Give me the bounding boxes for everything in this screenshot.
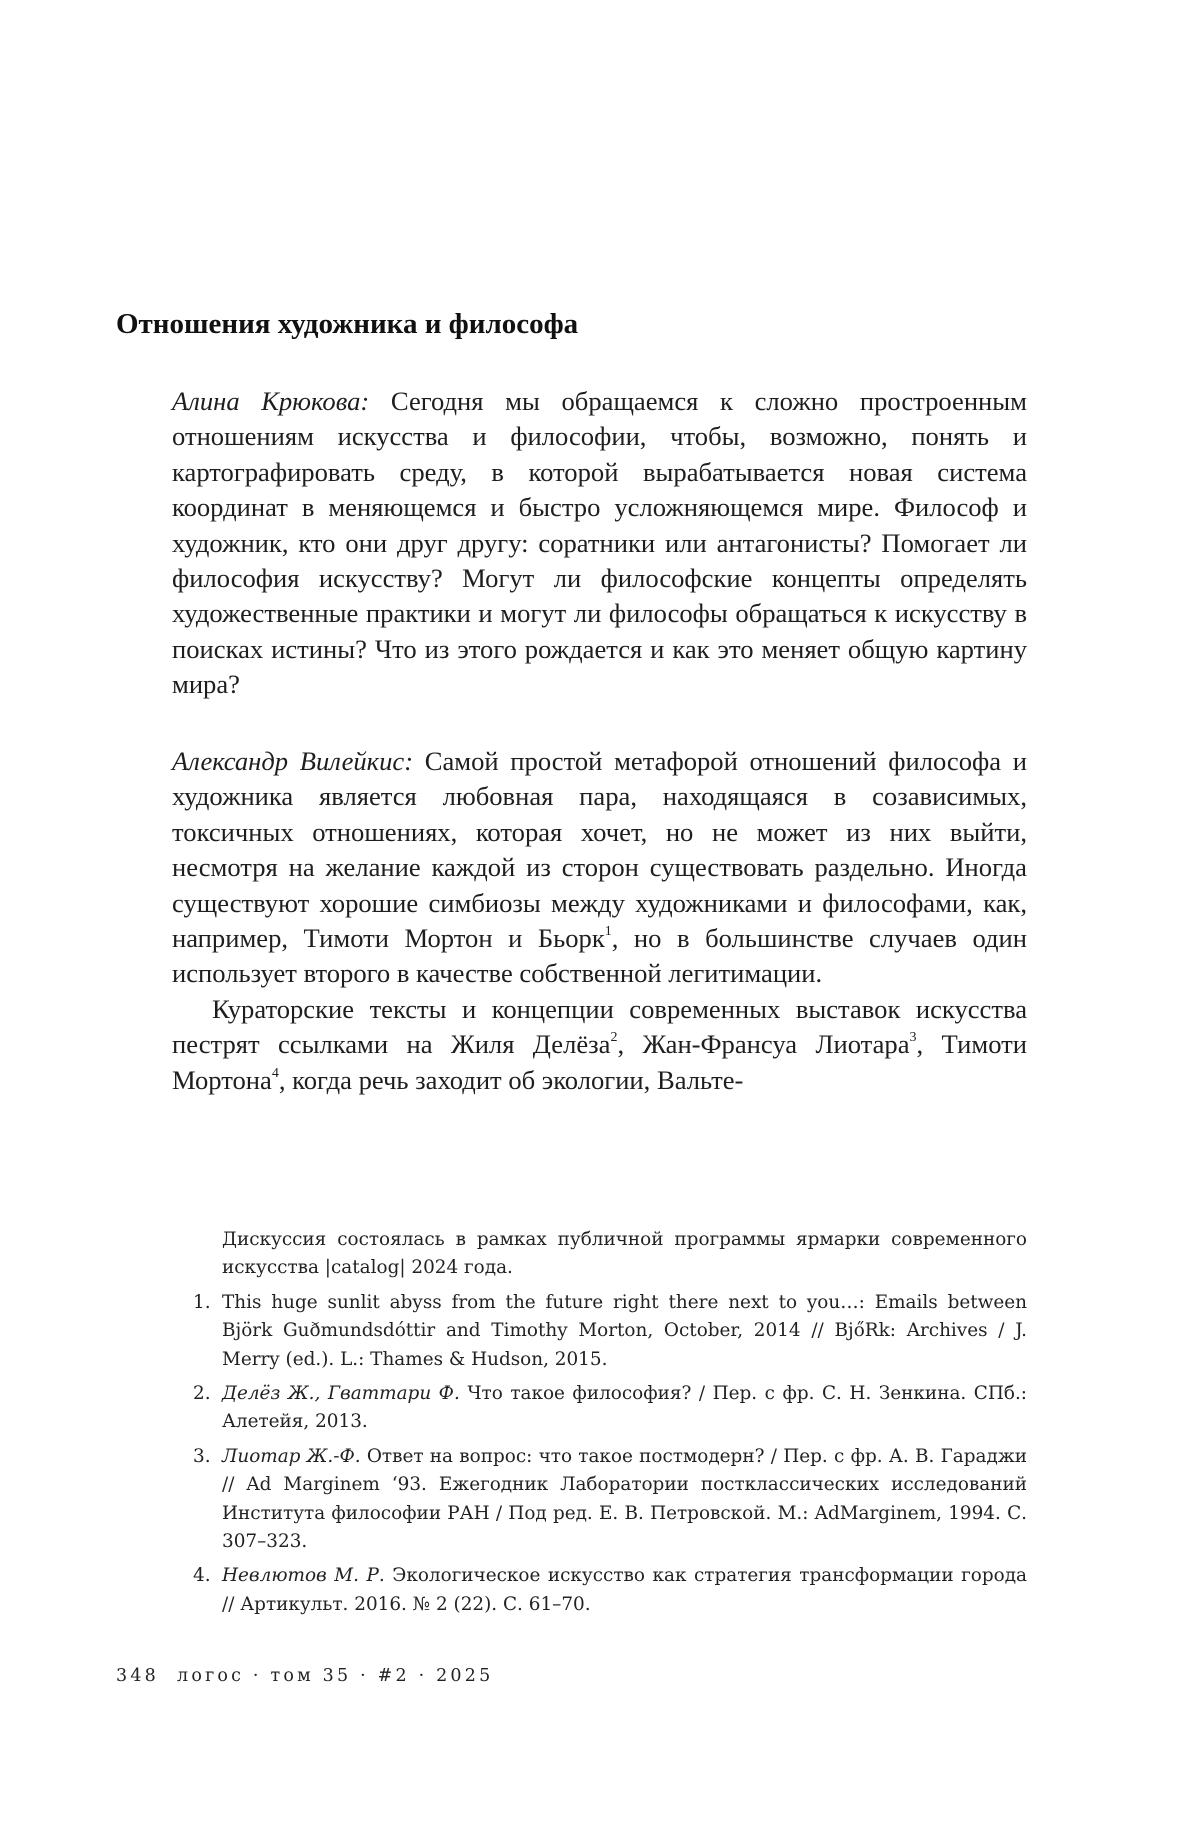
footnote-text: This huge sunlit abyss from the future right there next to you…: Emails between Björk Guðmundsdóttir and Timothy Morton, October, 2014 // BjőRk: Archives / J. Merry (ed.). L.: Thames & Hudson, 2015.	[222, 1291, 1027, 1370]
footnote-item	[193, 1443, 1027, 1557]
footnote-item	[193, 1380, 1028, 1437]
footnote-ref-3[interactable]: 3	[909, 1030, 917, 1046]
footnote-item	[193, 1289, 1027, 1374]
footnote-intro: Дискуссия состоялась в рамках публичной программы ярмарки современного искусства |catalog| 2024 года.	[222, 1229, 1027, 1279]
paragraph-vileikis	[172, 744, 1027, 1098]
speaker-name: Алина Крюкова:	[172, 386, 370, 416]
speaker-name: Александр Вилейкис:	[172, 746, 414, 776]
footnote-text: Экологическое искусство как стратегия трансформации города // Артикульт. 2016. № 2 (22). С. 61–70.	[222, 1565, 1027, 1615]
section-title: Отношения художника и философа	[116, 308, 579, 340]
paragraph-text: , но в большинстве случаев один использует второго в качестве собственной легитимации.	[172, 923, 1028, 989]
running-footer	[116, 1666, 493, 1686]
paragraph-text: , Тимоти Мортона	[172, 1029, 1027, 1095]
paragraph-text: Самой простой метафорой отношений философа и художника является любовная пара, находящаяся в созависимых, токсичных отношениях, которая хочет, но не может из них выйти, несмотря на желание каждой из сторон существовать раздельно. Иногда существуют хорошие симбиозы между художниками и философами, как, например, Тимоти Мортон и Бьорк	[172, 746, 1027, 954]
footnote-number: 3.	[193, 1445, 211, 1467]
footnote-number: 4.	[193, 1565, 211, 1587]
footnote-text: Что такое философия? / Пер. с фр. С. Н. Зенкина. СПб.: Алетейя, 2013.	[222, 1383, 1028, 1433]
paragraph-text: Сегодня мы обращаемся к сложно простроенным отношениям искусства и философии, чтобы, возможно, понять и картографировать среду, в которой вырабатывается новая система координат в меняющемся и быстро усложняющемся мире. Философ и художник, кто они друг другу: соратники или антагонисты? Помогает ли философия искусству? Могут ли философские концепты определять художественные практики и могут ли философы обращаться к искусству в поисках истины? Что из этого рождается и как это меняет общую картину мира?	[172, 386, 1027, 700]
footnote-author: Лиотар Ж.-Ф.	[222, 1445, 361, 1467]
footnotes	[193, 1226, 1028, 1625]
paragraph-kryukova	[172, 384, 1027, 703]
footnote-ref-4[interactable]: 4	[271, 1065, 279, 1081]
journal-citation: логос · том 35 · #2 · 2025	[177, 1666, 494, 1686]
footnote-ref-1[interactable]: 1	[604, 924, 612, 940]
page-number: 348	[116, 1666, 160, 1686]
footnote-ref-2[interactable]: 2	[610, 1030, 618, 1046]
paragraph-text: , когда речь заходит об экологии, Вальте-	[278, 1064, 744, 1095]
paragraph-text: , Жан-Франсуа Лиотара	[617, 1029, 910, 1060]
footnote-author: Делёз Ж., Гваттари Ф.	[222, 1383, 460, 1405]
paragraph-curatorial	[172, 992, 1027, 1098]
footnote-author: Невлютов М. Р.	[222, 1565, 385, 1587]
footnote-text: Ответ на вопрос: что такое постмодерн? / Пер. с фр. А. В. Гараджи // Ad Marginem ‘93. Ежегодник Лаборатории постклассических исследований Института философии РАН / Под ред. Е. В. Петровской. М.: AdMarginem, 1994. С. 307–323.	[222, 1445, 1027, 1553]
footnote-list	[193, 1289, 1028, 1619]
footnote-item	[193, 1562, 1027, 1619]
footnote-number: 1.	[193, 1291, 211, 1313]
footnote-number: 2.	[193, 1383, 211, 1405]
paragraph-text: Кураторские тексты и концепции современных выставок искусства пестрят ссылками на Жиля Делёза	[172, 993, 1027, 1060]
